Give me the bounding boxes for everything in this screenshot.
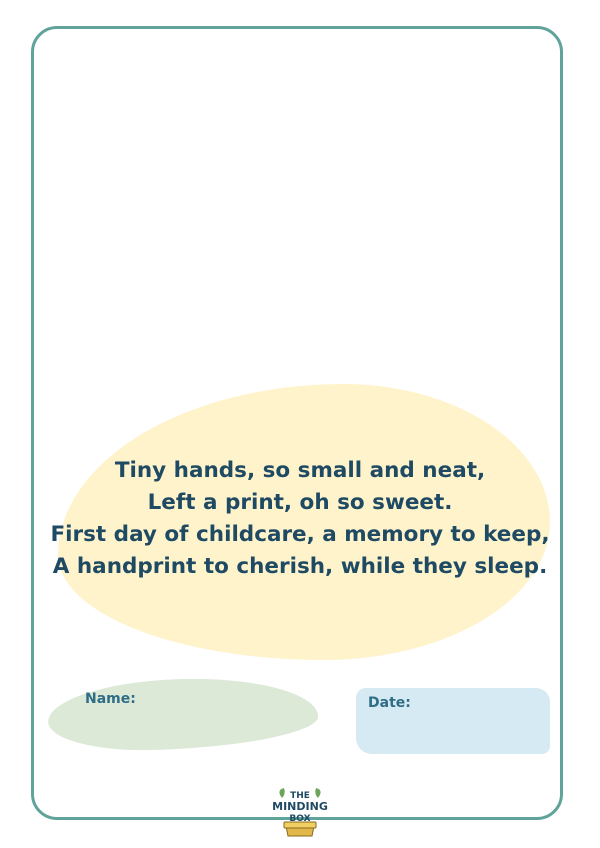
poem (40, 455, 560, 583)
date-label: Date: (368, 695, 411, 711)
poem-line: Left a print, oh so sweet. (147, 490, 453, 515)
poem-line: First day of childcare, a memory to keep, (50, 522, 550, 547)
poem-line: A handprint to cherish, while they sleep. (52, 554, 548, 579)
name-label: Name: (85, 691, 136, 707)
logo-line2: MINDING (272, 800, 328, 813)
poem-line: Tiny hands, so small and neat, (114, 458, 486, 483)
logo-line3: BOX (289, 814, 311, 824)
logo-line1: THE (290, 791, 310, 801)
minding-box-logo (272, 786, 328, 838)
